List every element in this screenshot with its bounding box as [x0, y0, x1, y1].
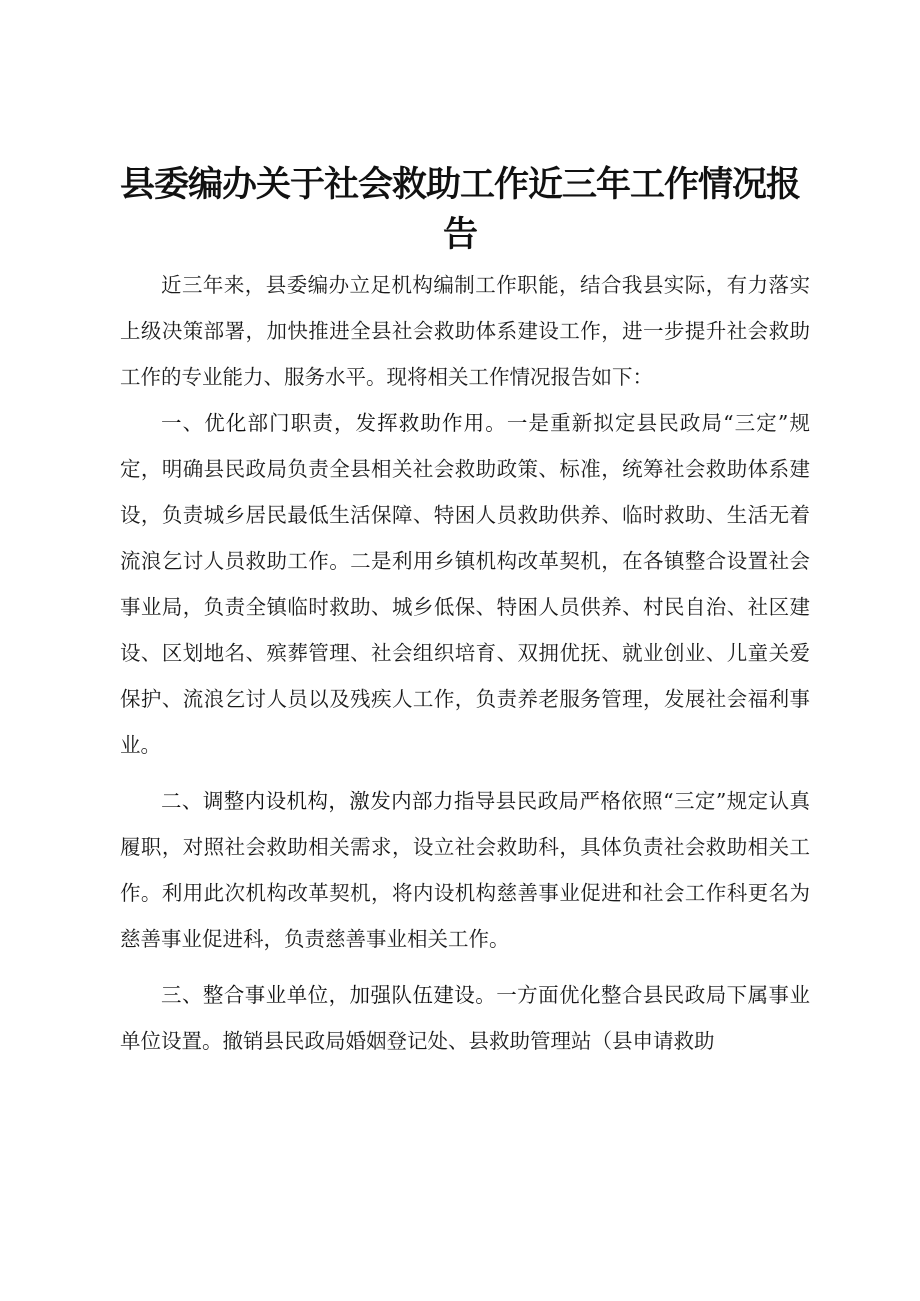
section-3-heading: 三、整合事业单位，加强队伍建设。	[161, 983, 497, 1007]
paragraph-section-2	[120, 778, 810, 962]
section-2-text: 指导县民政局严格依照“三定”规定认真履职，对照社会救助相关需求，设立社会救助科，具体负责社会救助相关工作。利用此次机构改革契机，将内设机构慈善事业促进和社会工作科更名为慈善事业促进科，负责慈善事业相关工作。	[120, 789, 810, 951]
paragraph-section-1	[120, 400, 810, 768]
document-title-line-1: 县委编办关于社会救助工作近三年工作情况报	[119, 165, 800, 205]
paragraph-intro	[120, 262, 810, 400]
section-2-heading: 二、调整内设机构，激发内部力	[161, 789, 454, 813]
paragraph-section-3	[120, 972, 810, 1064]
paragraph-intro-text: 近三年来，县委编办立足机构编制工作职能，结合我县实际，有力落实上级决策部署，加快推进全县社会救助体系建设工作，进一步提升社会救助工作的专业能力、服务水平。现将相关工作情况报告如下：	[120, 273, 810, 389]
document-title-line-2: 告	[442, 215, 477, 255]
document-body	[120, 262, 810, 1064]
section-1-text: 一是重新拟定县民政局“三定”规定，明确县民政局负责全县相关社会救助政策、标准，统筹社会救助体系建设，负责城乡居民最低生活保障、特困人员救助供养、临时救助、生活无着流浪乞讨人员救助工作。二是利用乡镇机构改革契机，在各镇整合设置社会事业局，负责全镇临时救助、城乡低保、特困人员供养、村民自治、社区建设、区划地名、殡葬管理、社会组织培育、双拥优抚、就业创业、儿童关爱保护、流浪乞讨人员以及残疾人工作，负责养老服务管理，发展社会福利事业。	[120, 411, 810, 757]
section-3-text: 一方面优化整合县民政局下属事业单位设置。撤销县民政局婚姻登记处、县救助管理站（县申请救助	[120, 983, 811, 1053]
section-1-heading: 一、优化部门职责，发挥救助作用。	[161, 411, 507, 435]
